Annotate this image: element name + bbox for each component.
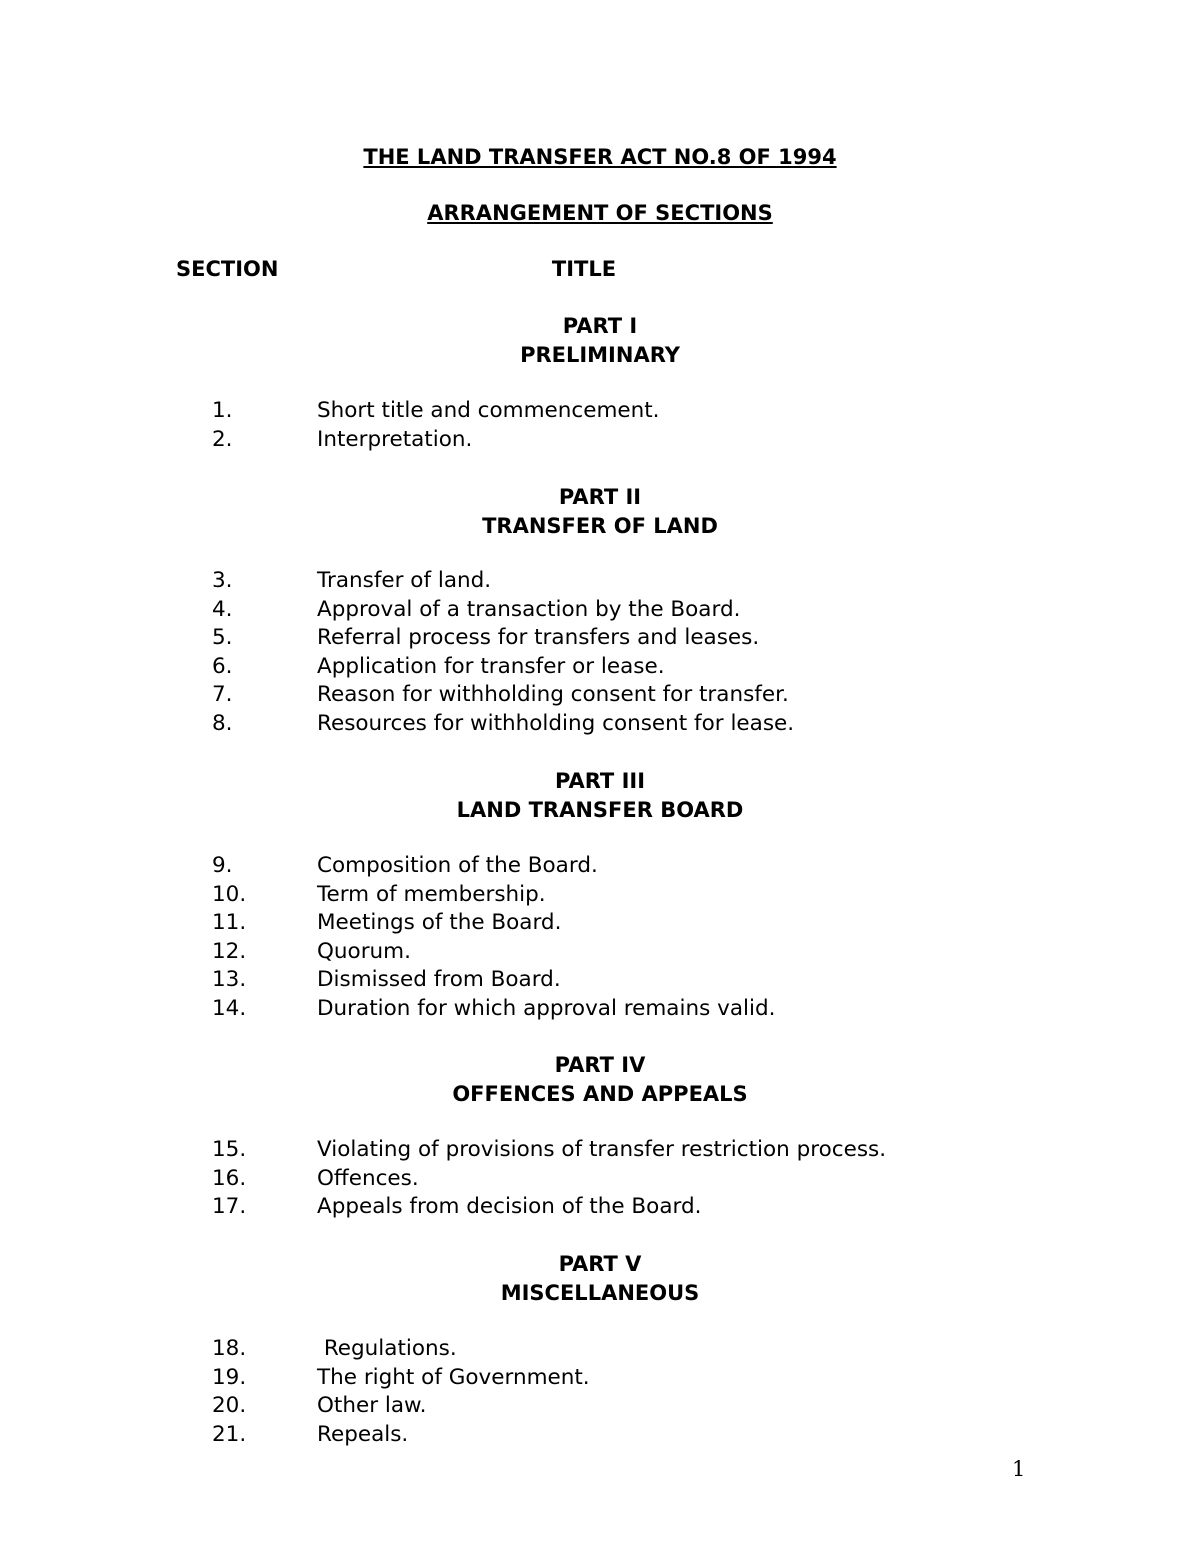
title-column-header: TITLE xyxy=(551,257,617,281)
section-entry xyxy=(0,596,1200,625)
part-heading xyxy=(0,483,1200,540)
section-entry xyxy=(0,1335,1200,1364)
section-entry xyxy=(0,1364,1200,1393)
section-entry xyxy=(0,1165,1200,1194)
section-column-header: SECTION xyxy=(176,257,279,281)
section-entry xyxy=(0,881,1200,910)
section-number: 10. xyxy=(212,881,247,907)
part-label: PART III xyxy=(554,769,646,793)
part-heading xyxy=(0,312,1200,369)
section-number: 6. xyxy=(212,653,233,679)
section-entry xyxy=(0,397,1200,426)
part-title: MISCELLANEOUS xyxy=(500,1280,700,1305)
section-title: Referral process for transfers and leases. xyxy=(317,625,760,650)
section-title: Violating of provisions of transfer restriction process. xyxy=(317,1137,887,1162)
section-list xyxy=(0,397,1200,454)
section-number: 18. xyxy=(212,1336,247,1361)
section-title: Quorum. xyxy=(317,938,411,964)
section-entry xyxy=(0,852,1200,881)
section-list xyxy=(0,1335,1200,1449)
section-title: Offences. xyxy=(317,1165,419,1191)
section-number: 11. xyxy=(212,910,247,935)
section-title: Appeals from decision of the Board. xyxy=(317,1194,702,1219)
section-list xyxy=(0,1136,1200,1222)
section-title: Transfer of land. xyxy=(317,568,492,593)
part-label: PART V xyxy=(558,1252,642,1276)
section-list xyxy=(0,567,1200,738)
section-title: Term of membership. xyxy=(317,881,546,907)
section-title: Dismissed from Board. xyxy=(317,967,561,992)
section-number: 16. xyxy=(212,1165,247,1191)
section-number: 13. xyxy=(212,967,247,992)
section-title: Resources for withholding consent for lease. xyxy=(317,710,795,736)
part-heading xyxy=(0,1051,1200,1108)
document-title: THE LAND TRANSFER ACT NO.8 OF 1994 xyxy=(363,145,837,169)
section-entry xyxy=(0,995,1200,1024)
section-entry xyxy=(0,567,1200,596)
section-number: 12. xyxy=(212,938,247,964)
section-title: Composition of the Board. xyxy=(317,853,598,878)
section-title: Approval of a transaction by the Board. xyxy=(317,596,741,622)
section-number: 7. xyxy=(212,682,233,707)
section-number: 9. xyxy=(212,853,233,878)
section-entry xyxy=(0,966,1200,995)
section-title: The right of Government. xyxy=(317,1364,590,1390)
section-entry xyxy=(0,426,1200,455)
section-title: Other law. xyxy=(317,1393,427,1418)
section-entry xyxy=(0,1136,1200,1165)
section-list xyxy=(0,852,1200,1023)
section-title: Duration for which approval remains valid. xyxy=(317,995,776,1021)
section-number: 8. xyxy=(212,710,233,736)
page-number: 1 xyxy=(1012,1457,1026,1481)
section-title: Short title and commencement. xyxy=(317,398,660,423)
part-title: OFFENCES AND APPEALS xyxy=(452,1081,748,1106)
section-number: 14. xyxy=(212,995,247,1021)
section-number: 4. xyxy=(212,596,233,622)
section-entry xyxy=(0,681,1200,710)
section-number: 15. xyxy=(212,1137,247,1162)
part-label: PART I xyxy=(562,314,638,338)
part-label: PART IV xyxy=(554,1053,646,1077)
section-number: 17. xyxy=(212,1194,247,1219)
document-subtitle: ARRANGEMENT OF SECTIONS xyxy=(427,201,773,225)
section-entry xyxy=(0,1392,1200,1421)
part-title: TRANSFER OF LAND xyxy=(482,513,718,538)
section-title: Application for transfer or lease. xyxy=(317,653,665,679)
section-entry xyxy=(0,624,1200,653)
section-number: 3. xyxy=(212,568,233,593)
section-number: 5. xyxy=(212,625,233,650)
section-entry xyxy=(0,1421,1200,1450)
section-title: Interpretation. xyxy=(317,426,473,452)
section-number: 19. xyxy=(212,1364,247,1390)
part-title: LAND TRANSFER BOARD xyxy=(456,797,744,822)
section-number: 21. xyxy=(212,1421,247,1447)
section-title: Meetings of the Board. xyxy=(317,910,562,935)
section-title: Reason for withholding consent for transfer. xyxy=(317,682,789,707)
section-number: 2. xyxy=(212,426,233,452)
part-heading xyxy=(0,1250,1200,1307)
section-entry xyxy=(0,938,1200,967)
section-entry xyxy=(0,710,1200,739)
part-label: PART II xyxy=(558,485,642,509)
section-title: Regulations. xyxy=(317,1336,457,1361)
section-entry xyxy=(0,909,1200,938)
part-title: PRELIMINARY xyxy=(520,342,680,367)
section-number: 1. xyxy=(212,398,233,423)
section-entry xyxy=(0,653,1200,682)
part-heading xyxy=(0,767,1200,824)
section-number: 20. xyxy=(212,1393,247,1418)
section-entry xyxy=(0,1193,1200,1222)
section-title: Repeals. xyxy=(317,1421,409,1447)
